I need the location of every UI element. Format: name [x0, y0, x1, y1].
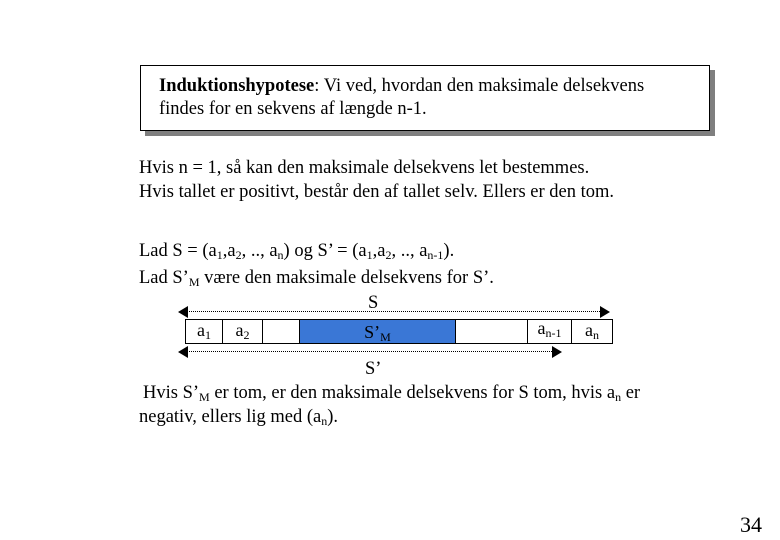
cell-an-minus-1 [527, 319, 572, 344]
conc1-text-a: Hvis S’ [143, 383, 200, 403]
s-prime-label: S’ [365, 359, 382, 379]
conc2-text-b: ). [327, 407, 338, 427]
s-arrow-line [186, 311, 600, 312]
definition-line-1 [139, 239, 454, 263]
s-arrow-right-head [600, 306, 610, 318]
page-number: 34 [740, 512, 762, 537]
conc2-sub-n: n [321, 414, 328, 428]
conc1-sub-M: M [199, 390, 210, 404]
def1-text-d: ) og S’ = (a [283, 241, 367, 261]
hypothesis-line-1 [159, 75, 709, 98]
cell-empty-2 [455, 319, 528, 344]
s-prime-arrow-line [186, 351, 552, 352]
definition-line-2 [139, 266, 494, 290]
def1-sub-nm1: n-1 [427, 248, 444, 262]
cell-an [571, 319, 613, 344]
conclusion-line-1 [143, 381, 640, 405]
cell-a2 [222, 319, 263, 344]
def1-sub-2b: 2 [385, 248, 392, 262]
def2-text-a: Lad S’ [139, 268, 189, 288]
conclusion-line-2 [139, 405, 338, 429]
cell-a1-sub: 1 [205, 328, 211, 342]
def1-sub-1b: 1 [366, 248, 373, 262]
s-arrow-left-head [178, 306, 188, 318]
hypothesis-text-1: Vi ved, hvordan den maksimale delsekvens [319, 76, 645, 96]
s-label: S [368, 293, 379, 313]
conc1-sub-n: n [615, 390, 622, 404]
cell-sm-base: S’ [364, 322, 381, 342]
def2-text-b: være den maksimale delsekvens for S’. [199, 268, 494, 288]
cell-a2-sub: 2 [243, 328, 250, 342]
conc2-text-a: negativ, ellers lig med (a [139, 407, 322, 427]
cell-a1 [185, 319, 223, 344]
def1-text-c: , .., a [241, 241, 278, 261]
cell-sm-sub: M [380, 330, 391, 344]
cell-an1-sub: n-1 [545, 326, 562, 340]
cell-an-sub: n [593, 328, 599, 342]
cell-a1-base: a [197, 320, 205, 340]
hypothesis-colon: : [314, 76, 320, 96]
base-case-line-1: Hvis n = 1, så kan den maksimale delsekvens let bestemmes. [139, 158, 590, 178]
cell-an-base: a [585, 320, 593, 340]
hypothesis-line-2: findes for en sekvens af længde n-1. [159, 99, 427, 119]
cell-a2-base: a [235, 320, 244, 340]
s-prime-arrow-left-head [178, 346, 188, 358]
def1-text-e: ,a [372, 241, 386, 261]
s-prime-arrow-right-head [552, 346, 562, 358]
def1-sub-2: 2 [235, 248, 242, 262]
def1-text-f: , .., a [391, 241, 428, 261]
hypothesis-box [140, 65, 710, 131]
def1-text-b: ,a [222, 241, 236, 261]
cell-s-prime-m [299, 319, 456, 344]
def1-sub-n: n [277, 248, 284, 262]
conc1-text-b: er tom, er den maksimale delsekvens for S tom, hvis a [209, 383, 616, 403]
cell-empty-1 [262, 319, 300, 344]
def2-sub-M: M [188, 275, 200, 289]
def1-sub-1: 1 [216, 248, 223, 262]
base-case-line-2: Hvis tallet er positivt, består den af tallet selv. Ellers er den tom. [139, 182, 615, 202]
cell-an1-base: a [537, 318, 546, 338]
conc1-text-c: er [621, 383, 641, 403]
def1-text-a: Lad S = (a [139, 241, 217, 261]
def1-text-g: ). [443, 241, 455, 261]
hypothesis-label: Induktionshypotese [159, 76, 315, 96]
